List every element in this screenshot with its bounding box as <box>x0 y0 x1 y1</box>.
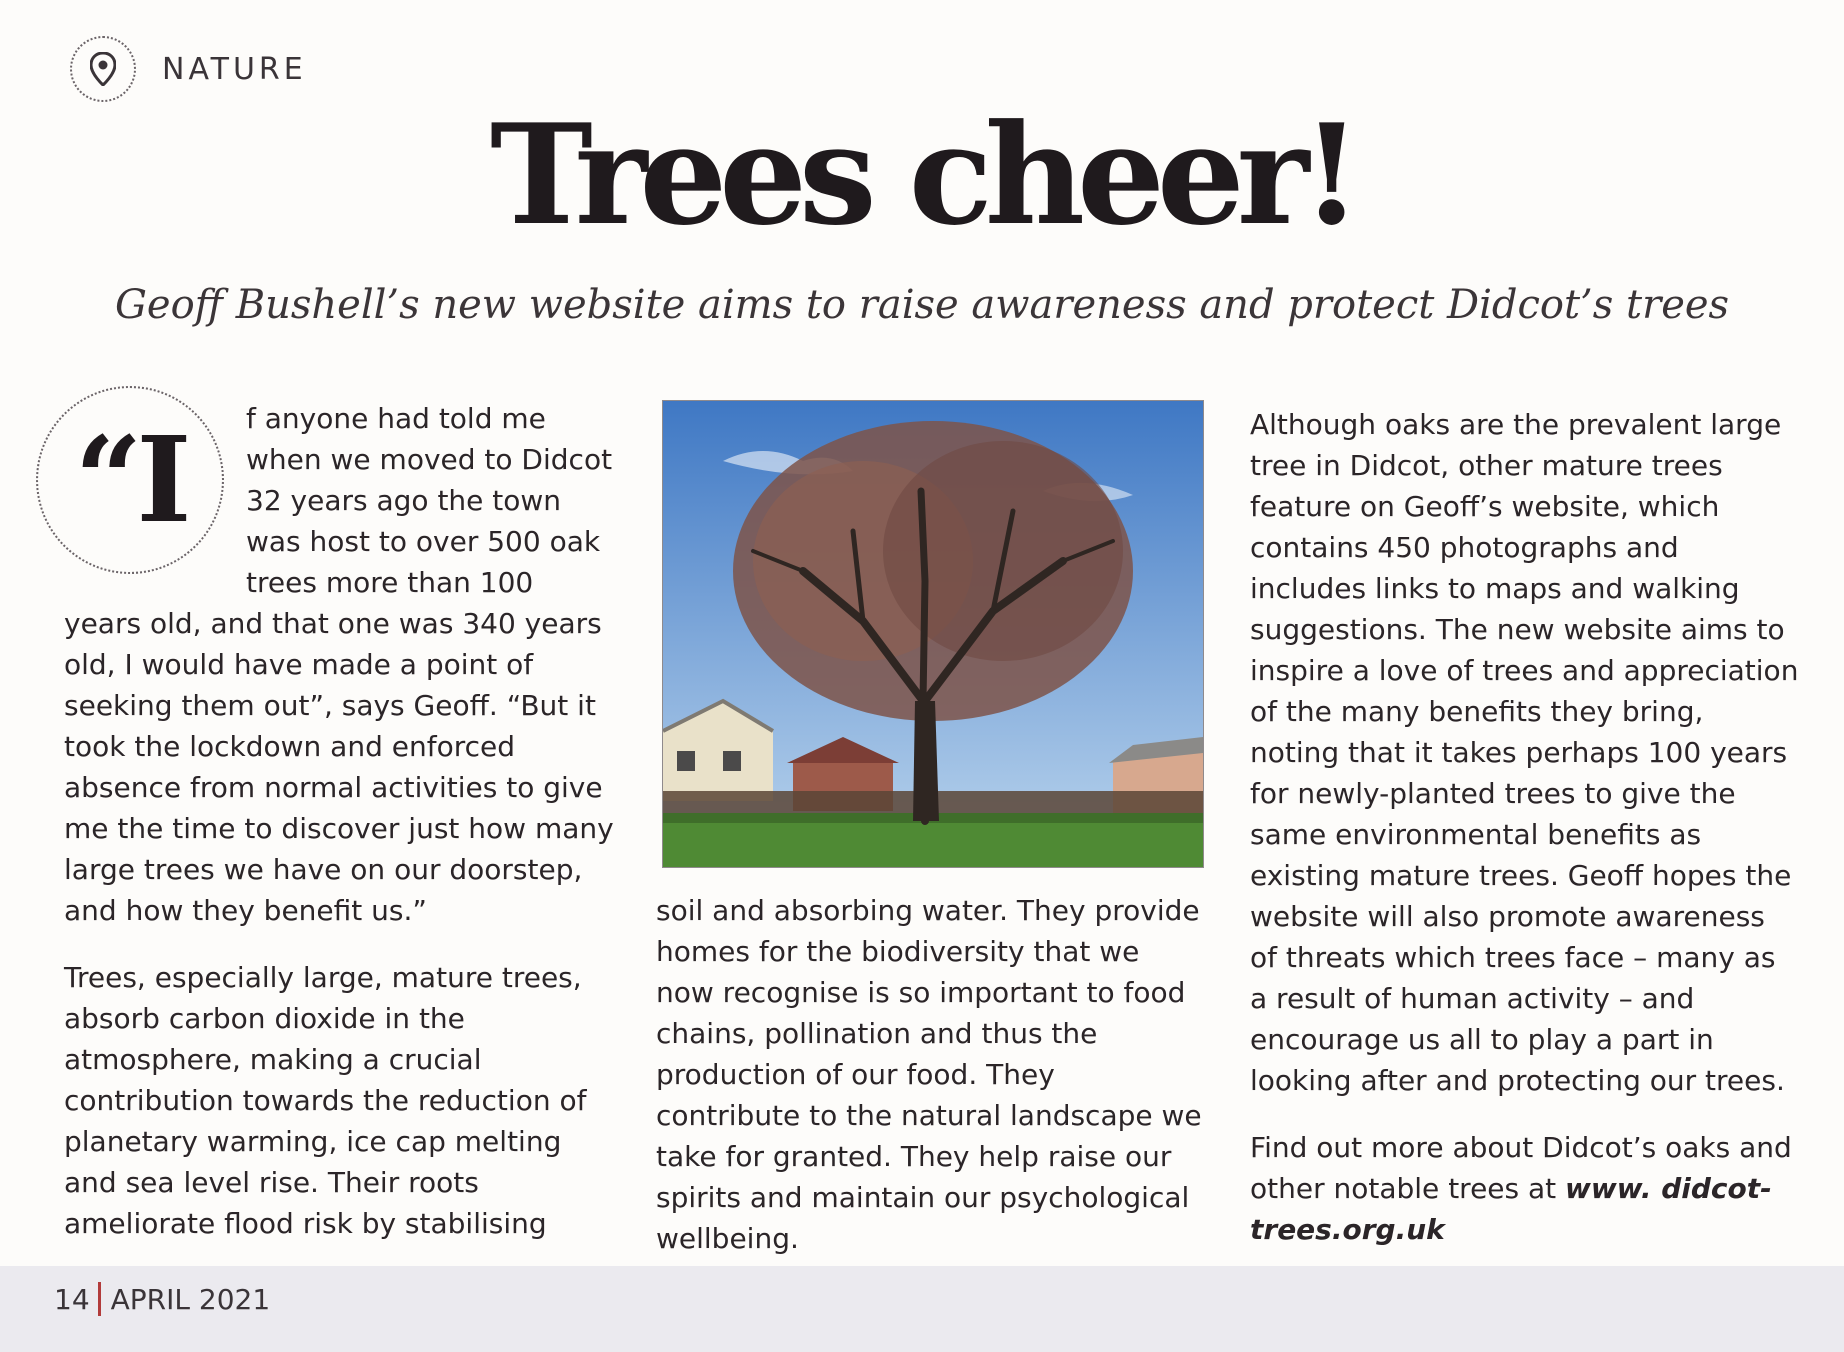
col3-paragraph-2-lead: Find out more about Didcot’s oaks and other notable trees at <box>1250 1131 1792 1205</box>
col3-paragraph-1: Although oaks are the prevalent large tree in Didcot, other mature trees feature on Geoff’s website, which contains 450 photographs and includes links to maps and walking suggestions. The new website aims to inspire a love of trees and appreciation of the many benefits they bring, noting that it takes perhaps 100 years for newly-planted trees to give the same environmental benefits as existing mature trees. Geoff hopes the website will also promote awareness of threats which trees face – many as a result of human activity – and encourage us all to play a part in looking after and protecting our trees. <box>1250 408 1799 1097</box>
dropcap-circle <box>36 386 224 574</box>
col3-paragraph-2 <box>1250 1127 1800 1250</box>
website-link[interactable]: www. didcot-trees.org.uk <box>1250 1172 1772 1246</box>
standfirst: Geoff Bushell’s new website aims to raise awareness and protect Didcot’s trees <box>114 282 1730 328</box>
headline: Trees cheer! <box>490 93 1354 256</box>
col1-paragraph-1: f anyone had told me when we moved to Didcot 32 years ago the town was host to over 500 oak trees more than 100 years old, and that one was 340 years old, I would have made a point of seeking them out”, says Geoff. “But it took the lockdown and enforced absence from normal activities to give me the time to discover just how many large trees we have on our doorstep, and how they benefit us.” <box>64 402 614 927</box>
column-2 <box>656 890 1206 1285</box>
footer-band <box>0 1266 1844 1352</box>
column-3 <box>1250 404 1800 1276</box>
oak-tree-photo <box>662 400 1204 868</box>
column-1 <box>64 398 614 1270</box>
page-number: 14 <box>54 1282 90 1316</box>
col2-paragraph-1: soil and absorbing water. They provide homes for the biodiversity that we now recognise is so important to food chains, pollination and thus the production of our food. They contribute to the natural landscape we take for granted. They help raise our spirits and maintain our psychological wellbeing. <box>656 894 1202 1255</box>
folio-divider <box>98 1282 101 1316</box>
issue-date: APRIL 2021 <box>110 1282 271 1316</box>
col1-paragraph-2: Trees, especially large, mature trees, absorb carbon dioxide in the atmosphere, making a crucial contribution towards the reduction of planetary warming, ice cap melting and sea level rise. Their roots ameliorate flood risk by stabilising <box>64 961 587 1240</box>
section-label: NATURE <box>162 51 307 87</box>
folio <box>54 1282 270 1316</box>
dropcap: “I <box>74 410 186 549</box>
